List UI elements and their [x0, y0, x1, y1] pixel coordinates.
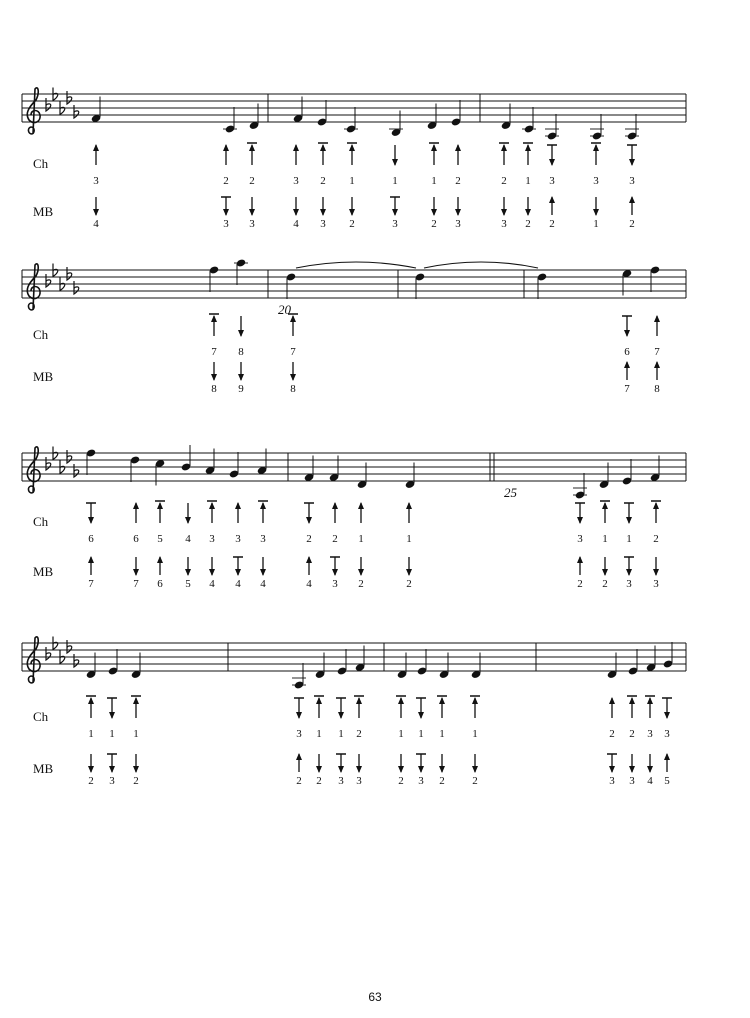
mb-arrow-head: [431, 209, 437, 216]
ch-hole-number: 2: [609, 728, 615, 740]
ch-hole-number: 1: [626, 533, 632, 545]
mb-arrow-head: [577, 556, 583, 563]
mb-arrow-head: [602, 569, 608, 576]
mb-arrow-head: [349, 209, 355, 216]
tab-event: [358, 502, 364, 590]
ch-hole-number: 1: [431, 175, 437, 187]
ch-hole-number: 8: [238, 346, 244, 358]
mb-arrow-head: [664, 753, 670, 760]
mb-hole-number: 2: [439, 775, 445, 787]
tab-event: [293, 144, 299, 230]
mb-arrow-head: [629, 766, 635, 773]
mb-arrow-head: [654, 361, 660, 368]
ch-hole-number: 7: [290, 346, 296, 358]
ch-arrow-head: [296, 712, 302, 719]
ch-arrow-head: [602, 502, 608, 509]
ch-arrow-head: [133, 697, 139, 704]
tab-event: [314, 696, 324, 787]
system-4: [22, 637, 686, 788]
system-1: [22, 88, 686, 231]
mb-arrow-head: [392, 209, 398, 216]
key-flat-icon: [74, 105, 79, 118]
mb-arrow-head: [418, 766, 424, 773]
mb-hole-number: 4: [647, 775, 653, 787]
mb-arrow-head: [398, 766, 404, 773]
treble-clef-icon: [27, 88, 40, 134]
row-label-mb: MB: [33, 369, 54, 384]
mb-arrow-head: [647, 766, 653, 773]
key-flat-icon: [74, 281, 79, 294]
mb-hole-number: 3: [109, 775, 115, 787]
ch-hole-number: 2: [332, 533, 338, 545]
mb-arrow-head: [332, 569, 338, 576]
mb-hole-number: 3: [501, 218, 507, 230]
tab-event: [455, 144, 461, 230]
tab-event: [155, 501, 165, 590]
mb-hole-number: 5: [664, 775, 670, 787]
tab-event: [294, 698, 304, 787]
ch-hole-number: 2: [223, 175, 229, 187]
tab-event: [406, 502, 412, 590]
ch-arrow-head: [316, 697, 322, 704]
tab-event: [416, 698, 426, 787]
tab-event: [288, 314, 298, 395]
mb-hole-number: 3: [338, 775, 344, 787]
tab-event: [107, 698, 117, 787]
tab-event: [304, 503, 314, 590]
tab-event: [662, 698, 672, 787]
mb-hole-number: 3: [332, 578, 338, 590]
ch-hole-number: 1: [358, 533, 364, 545]
system-2: [22, 258, 686, 395]
key-flat-icon: [60, 461, 65, 474]
mb-hole-number: 4: [306, 578, 312, 590]
ch-arrow-head: [211, 315, 217, 322]
mb-hole-number: 8: [211, 383, 217, 395]
ch-arrow-head: [349, 144, 355, 151]
ch-hole-number: 3: [664, 728, 670, 740]
ch-hole-number: 1: [349, 175, 355, 187]
tab-event: [651, 501, 661, 590]
tab-event: [93, 144, 99, 230]
mb-arrow-head: [525, 209, 531, 216]
tab-event: [133, 502, 139, 590]
ch-hole-number: 7: [211, 346, 217, 358]
mb-hole-number: 2: [349, 218, 355, 230]
mb-hole-number: 3: [392, 218, 398, 230]
ch-hole-number: 1: [133, 728, 139, 740]
row-label-mb: MB: [33, 204, 54, 219]
mb-arrow-head: [88, 556, 94, 563]
ch-hole-number: 3: [549, 175, 555, 187]
ch-hole-number: 3: [235, 533, 241, 545]
ch-arrow-head: [629, 697, 635, 704]
mb-hole-number: 2: [398, 775, 404, 787]
ch-arrow-head: [653, 502, 659, 509]
ch-arrow-head: [223, 144, 229, 151]
ch-arrow-head: [209, 502, 215, 509]
mb-arrow-head: [609, 766, 615, 773]
tab-event: [470, 696, 480, 787]
mb-arrow-head: [653, 569, 659, 576]
ch-arrow-head: [332, 502, 338, 509]
ch-hole-number: 6: [624, 346, 630, 358]
mb-hole-number: 2: [602, 578, 608, 590]
mb-hole-number: 3: [455, 218, 461, 230]
treble-clef-icon: [27, 447, 40, 493]
tab-event: [185, 503, 191, 590]
mb-hole-number: 5: [185, 578, 191, 590]
tab-event: [600, 501, 610, 590]
tab-event: [654, 315, 660, 395]
tab-event: [86, 696, 96, 787]
ch-hole-number: 1: [525, 175, 531, 187]
mb-hole-number: 3: [653, 578, 659, 590]
mb-hole-number: 3: [356, 775, 362, 787]
tab-event: [627, 696, 637, 787]
mb-hole-number: 3: [629, 775, 635, 787]
tab-event: [318, 143, 328, 230]
mb-hole-number: 8: [290, 383, 296, 395]
ch-hole-number: 2: [653, 533, 659, 545]
ch-hole-number: 2: [356, 728, 362, 740]
ch-arrow-head: [235, 502, 241, 509]
mb-arrow-head: [455, 209, 461, 216]
mb-arrow-head: [439, 766, 445, 773]
tab-event: [354, 696, 364, 787]
mb-arrow-head: [88, 766, 94, 773]
ch-hole-number: 1: [398, 728, 404, 740]
ch-arrow-head: [609, 697, 615, 704]
mb-hole-number: 9: [238, 383, 244, 395]
mb-hole-number: 4: [235, 578, 241, 590]
mb-hole-number: 2: [133, 775, 139, 787]
mb-hole-number: 7: [624, 383, 630, 395]
mb-hole-number: 2: [629, 218, 635, 230]
ch-arrow-head: [472, 697, 478, 704]
mb-arrow-head: [93, 209, 99, 216]
ch-arrow-head: [249, 144, 255, 151]
tab-event: [622, 316, 632, 395]
mb-arrow-head: [109, 766, 115, 773]
mb-arrow-head: [133, 766, 139, 773]
mb-hole-number: 2: [316, 775, 322, 787]
ch-hole-number: 1: [472, 728, 478, 740]
row-label-ch: Ch: [33, 514, 49, 529]
ch-hole-number: 2: [501, 175, 507, 187]
ch-arrow-head: [356, 697, 362, 704]
ch-hole-number: 1: [88, 728, 94, 740]
mb-arrow-head: [306, 556, 312, 563]
tab-event: [645, 696, 655, 787]
ch-arrow-head: [157, 502, 163, 509]
measure-number: 25: [504, 485, 517, 500]
ch-arrow-head: [260, 502, 266, 509]
tab-event: [221, 144, 231, 230]
key-flat-icon: [46, 274, 51, 287]
key-flat-icon: [53, 637, 58, 650]
ch-arrow-head: [338, 712, 344, 719]
ch-arrow-head: [293, 144, 299, 151]
mb-hole-number: 3: [609, 775, 615, 787]
ch-arrow-head: [593, 144, 599, 151]
mb-arrow-head: [157, 556, 163, 563]
ch-arrow-head: [626, 517, 632, 524]
tab-event: [207, 501, 217, 590]
mb-hole-number: 3: [320, 218, 326, 230]
mb-hole-number: 4: [260, 578, 266, 590]
mb-arrow-head: [211, 374, 217, 381]
ch-arrow-head: [133, 502, 139, 509]
mb-arrow-head: [549, 196, 555, 203]
ch-arrow-head: [358, 502, 364, 509]
page-number: 63: [368, 990, 382, 1004]
mb-arrow-head: [338, 766, 344, 773]
mb-hole-number: 2: [296, 775, 302, 787]
mb-arrow-head: [238, 374, 244, 381]
ch-arrow-head: [88, 517, 94, 524]
tab-event: [429, 143, 439, 230]
key-flat-icon: [74, 654, 79, 667]
ch-hole-number: 1: [338, 728, 344, 740]
ch-arrow-head: [455, 144, 461, 151]
ch-hole-number: 6: [88, 533, 94, 545]
tab-event: [209, 314, 219, 395]
row-label-ch: Ch: [33, 156, 49, 171]
row-label-mb: MB: [33, 761, 54, 776]
row-label-ch: Ch: [33, 709, 49, 724]
mb-hole-number: 2: [525, 218, 531, 230]
mb-hole-number: 3: [249, 218, 255, 230]
ch-hole-number: 2: [306, 533, 312, 545]
ch-hole-number: 3: [209, 533, 215, 545]
mb-arrow-head: [223, 209, 229, 216]
key-flat-icon: [60, 278, 65, 291]
mb-arrow-head: [249, 209, 255, 216]
ch-arrow-head: [320, 144, 326, 151]
ch-arrow-head: [525, 144, 531, 151]
mb-arrow-head: [320, 209, 326, 216]
ch-arrow-head: [664, 712, 670, 719]
tab-event: [336, 698, 346, 787]
ch-arrow-head: [431, 144, 437, 151]
mb-hole-number: 7: [88, 578, 94, 590]
ch-arrow-head: [439, 697, 445, 704]
key-flat-icon: [46, 647, 51, 660]
key-flat-icon: [74, 464, 79, 477]
mb-arrow-head: [235, 569, 241, 576]
tab-event: [627, 145, 637, 230]
mb-hole-number: 2: [431, 218, 437, 230]
key-flat-icon: [53, 264, 58, 277]
mb-hole-number: 3: [223, 218, 229, 230]
row-label-ch: Ch: [33, 327, 49, 342]
tab-event: [575, 503, 585, 590]
mb-arrow-head: [593, 209, 599, 216]
staff: [22, 447, 686, 494]
ch-arrow-head: [624, 330, 630, 337]
ch-arrow-head: [93, 144, 99, 151]
tab-event: [330, 502, 340, 590]
mb-hole-number: 4: [293, 218, 299, 230]
mb-arrow-head: [624, 361, 630, 368]
measure-number: 20: [278, 302, 291, 317]
ch-hole-number: 7: [654, 346, 660, 358]
ch-hole-number: 1: [418, 728, 424, 740]
ch-arrow-head: [577, 517, 583, 524]
tab-event: [347, 143, 357, 230]
ch-hole-number: 6: [133, 533, 139, 545]
ch-hole-number: 2: [320, 175, 326, 187]
ch-hole-number: 3: [629, 175, 635, 187]
mb-arrow-head: [260, 569, 266, 576]
ch-arrow-head: [306, 517, 312, 524]
tab-event: [591, 143, 601, 230]
mb-arrow-head: [472, 766, 478, 773]
ch-hole-number: 1: [109, 728, 115, 740]
ch-arrow-head: [654, 315, 660, 322]
ch-arrow-head: [185, 517, 191, 524]
mb-hole-number: 4: [93, 218, 99, 230]
mb-arrow-head: [296, 753, 302, 760]
system-3: [22, 445, 686, 590]
row-label-mb: MB: [33, 564, 54, 579]
mb-arrow-head: [316, 766, 322, 773]
mb-arrow-head: [501, 209, 507, 216]
mb-arrow-head: [290, 374, 296, 381]
mb-hole-number: 2: [577, 578, 583, 590]
ch-hole-number: 3: [647, 728, 653, 740]
mb-hole-number: 3: [418, 775, 424, 787]
ch-arrow-head: [406, 502, 412, 509]
mb-hole-number: 4: [209, 578, 215, 590]
key-flat-icon: [67, 267, 72, 280]
ch-arrow-head: [647, 697, 653, 704]
key-flat-icon: [60, 102, 65, 115]
ch-hole-number: 5: [157, 533, 163, 545]
ch-arrow-head: [88, 697, 94, 704]
ch-arrow-head: [109, 712, 115, 719]
tab-event: [523, 143, 533, 230]
mb-hole-number: 6: [157, 578, 163, 590]
staff: [22, 637, 686, 684]
ch-hole-number: 3: [577, 533, 583, 545]
ch-hole-number: 2: [455, 175, 461, 187]
tab-event: [258, 501, 268, 590]
ch-arrow-head: [392, 159, 398, 166]
mb-hole-number: 1: [593, 218, 599, 230]
mb-hole-number: 2: [358, 578, 364, 590]
mb-arrow-head: [185, 569, 191, 576]
ch-hole-number: 3: [296, 728, 302, 740]
tab-event: [238, 316, 244, 395]
mb-hole-number: 7: [133, 578, 139, 590]
tab-event: [86, 503, 96, 590]
mb-arrow-head: [293, 209, 299, 216]
staff: [22, 264, 686, 311]
mb-hole-number: 8: [654, 383, 660, 395]
tab-event: [247, 143, 257, 230]
ch-hole-number: 3: [593, 175, 599, 187]
ch-arrow-head: [418, 712, 424, 719]
mb-arrow-head: [209, 569, 215, 576]
tab-event: [499, 143, 509, 230]
key-flat-icon: [53, 447, 58, 460]
tab-event: [624, 503, 634, 590]
mb-arrow-head: [626, 569, 632, 576]
ch-hole-number: 4: [185, 533, 191, 545]
ch-hole-number: 3: [260, 533, 266, 545]
mb-hole-number: 2: [406, 578, 412, 590]
mb-hole-number: 3: [626, 578, 632, 590]
key-flat-icon: [53, 88, 58, 101]
tab-event: [607, 697, 617, 787]
mb-hole-number: 2: [549, 218, 555, 230]
key-flat-icon: [67, 91, 72, 104]
key-flat-icon: [46, 98, 51, 111]
treble-clef-icon: [27, 637, 40, 683]
tie-arc: [296, 262, 416, 268]
ch-hole-number: 1: [602, 533, 608, 545]
ch-arrow-head: [398, 697, 404, 704]
tab-event: [396, 696, 406, 787]
key-flat-icon: [60, 651, 65, 664]
tab-event: [437, 696, 447, 787]
ch-hole-number: 3: [293, 175, 299, 187]
mb-hole-number: 2: [88, 775, 94, 787]
key-flat-icon: [67, 450, 72, 463]
ch-hole-number: 1: [439, 728, 445, 740]
ch-hole-number: 1: [316, 728, 322, 740]
key-flat-icon: [67, 640, 72, 653]
tie-arc: [424, 262, 538, 268]
tab-event: [390, 145, 400, 230]
ch-arrow-head: [238, 330, 244, 337]
tab-event: [547, 145, 557, 230]
mb-arrow-head: [629, 196, 635, 203]
ch-hole-number: 2: [249, 175, 255, 187]
tab-event: [233, 502, 243, 590]
key-flat-icon: [46, 457, 51, 470]
mb-arrow-head: [356, 766, 362, 773]
mb-arrow-head: [133, 569, 139, 576]
ch-hole-number: 3: [93, 175, 99, 187]
treble-clef-icon: [27, 264, 40, 310]
ch-hole-number: 2: [629, 728, 635, 740]
ch-arrow-head: [629, 159, 635, 166]
ch-hole-number: 1: [392, 175, 398, 187]
tab-event: [131, 696, 141, 787]
mb-arrow-head: [406, 569, 412, 576]
ch-hole-number: 1: [406, 533, 412, 545]
ch-arrow-head: [549, 159, 555, 166]
mb-hole-number: 2: [472, 775, 478, 787]
ch-arrow-head: [501, 144, 507, 151]
mb-arrow-head: [358, 569, 364, 576]
